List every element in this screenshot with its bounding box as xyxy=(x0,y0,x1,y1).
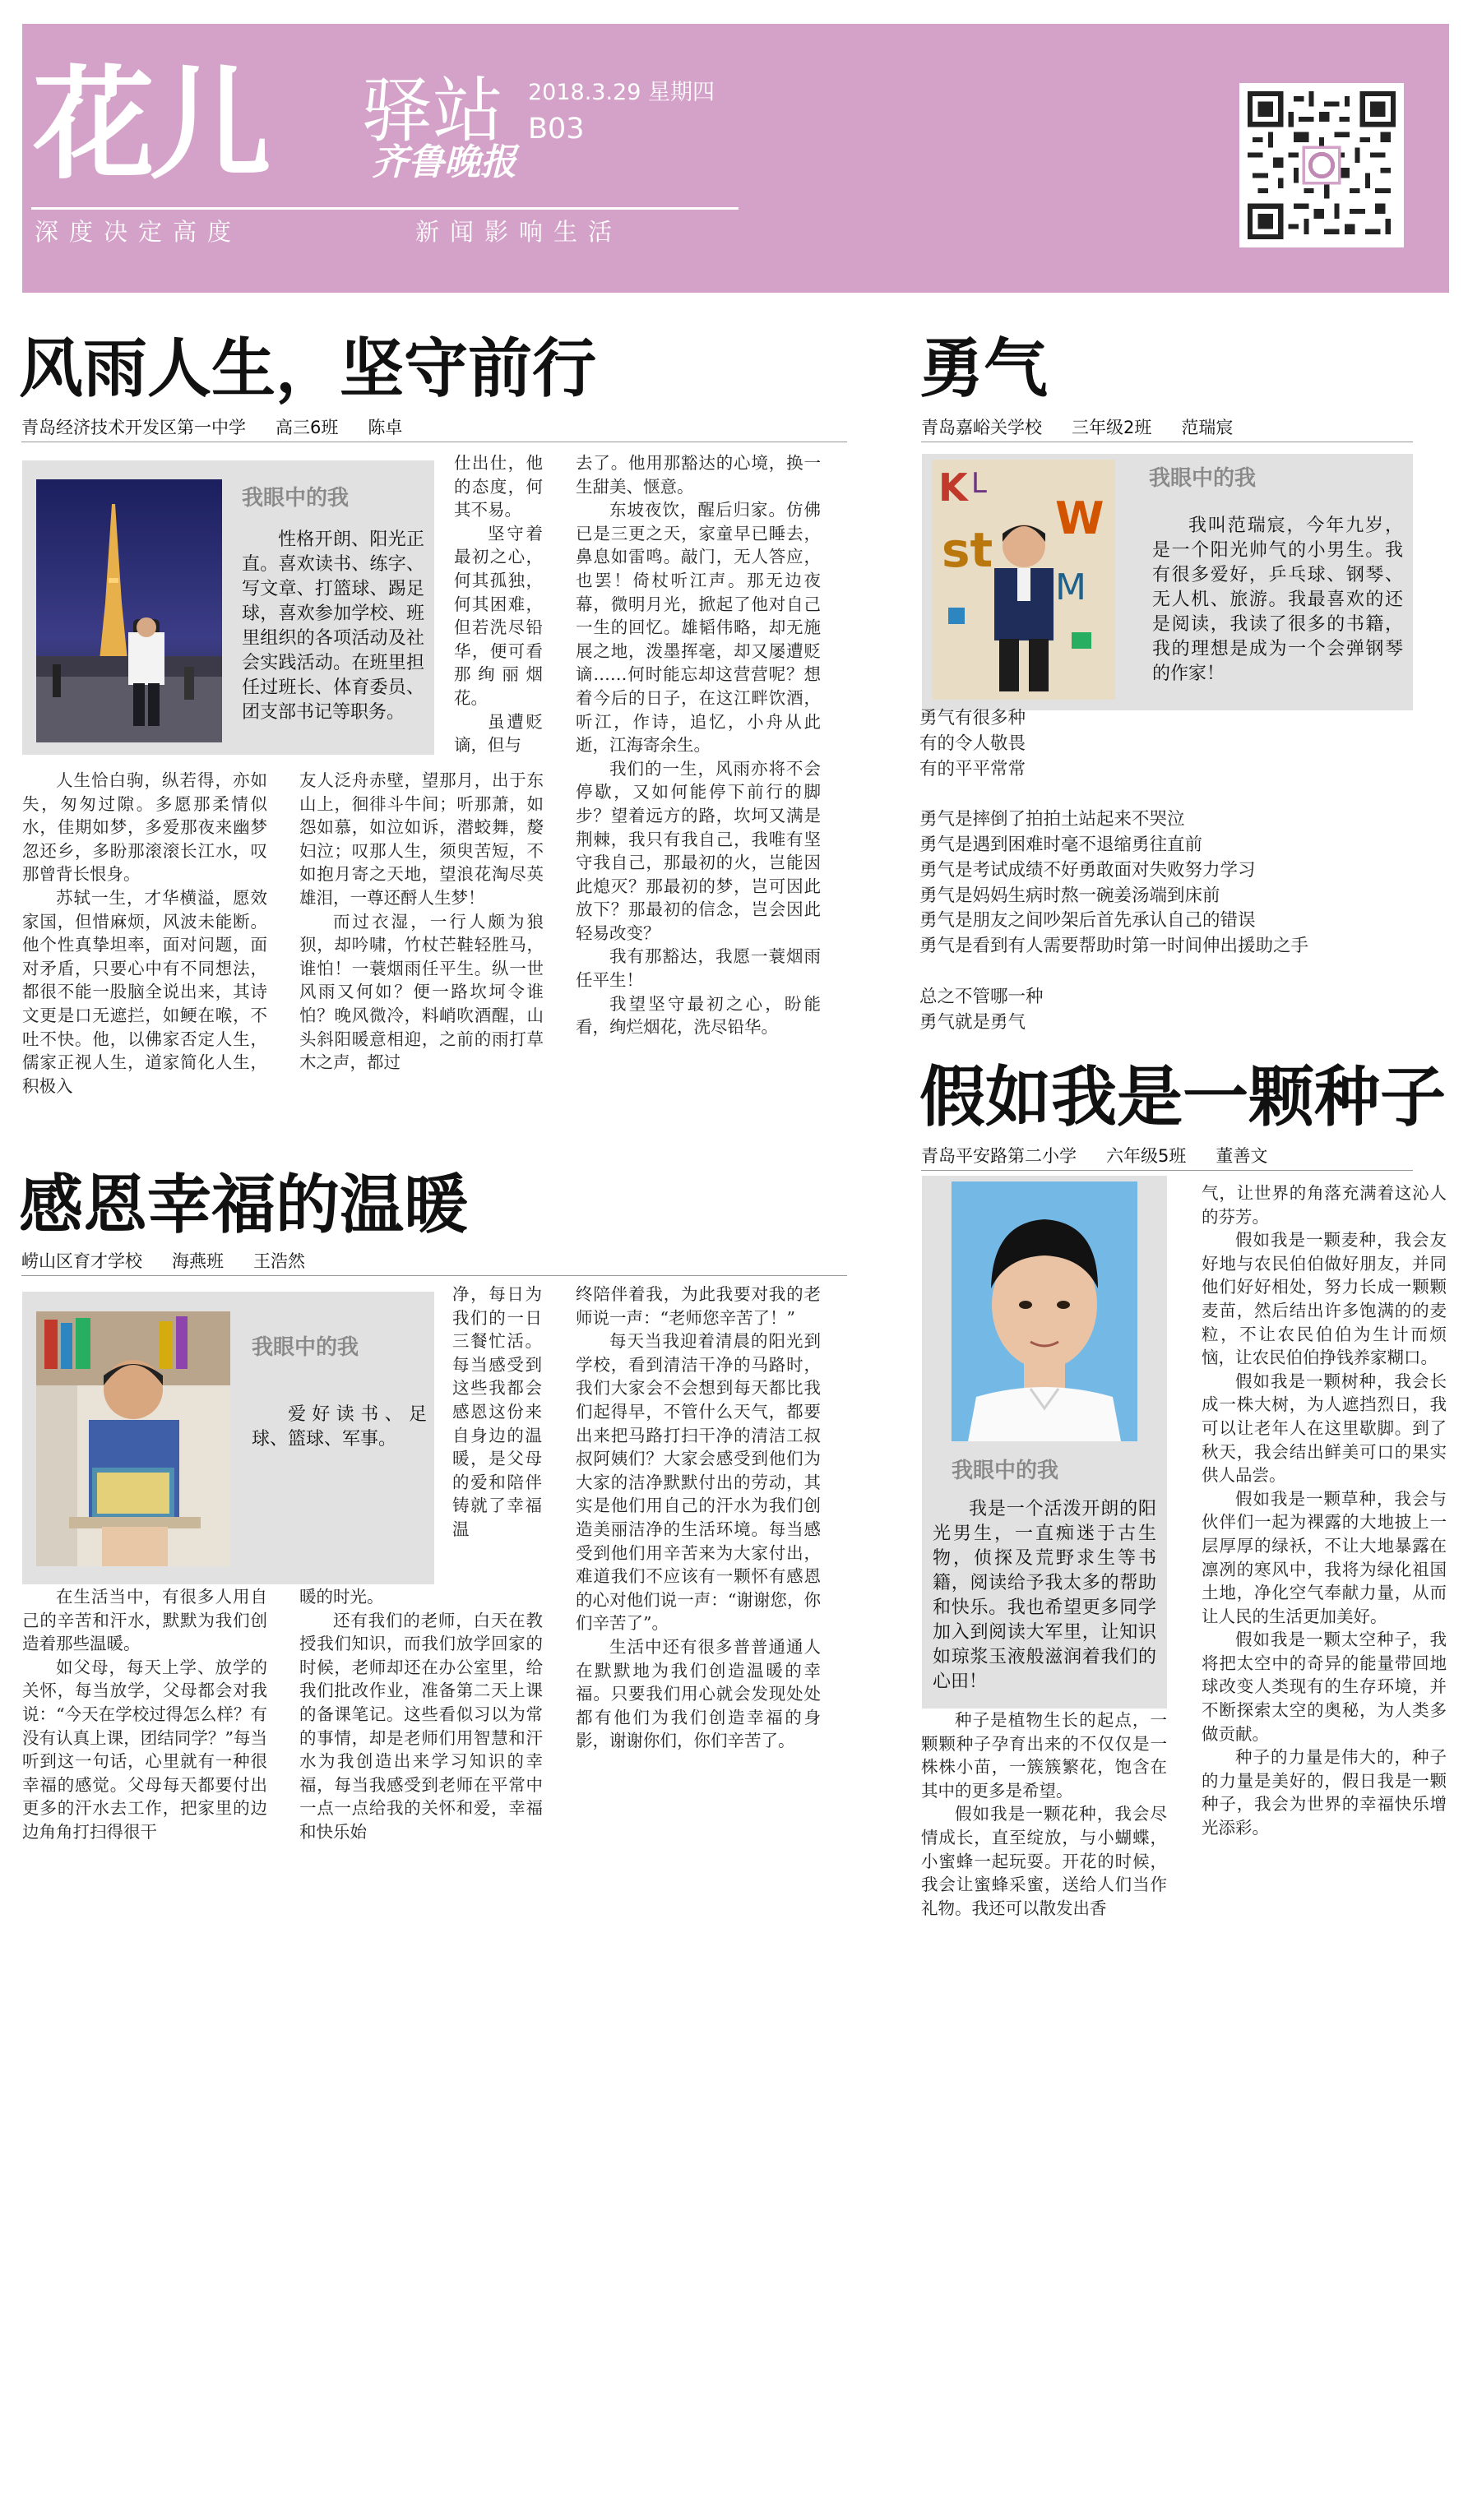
card-text-4: 我是一个活泼开朗的阳光男生，一直痴迷于古生物，侦探及荒野求生等书籍，阅读给予我太多的帮助和快乐。我也希望更多同学加入到阅读大军里，让知识如琼浆玉液般滋润着我们的心田！ xyxy=(933,1499,1156,1692)
byline-divider xyxy=(921,1170,1413,1171)
newspaper-name: 齐鲁晚报 xyxy=(372,141,516,183)
author-school: 青岛经济技术开发区第一中学 xyxy=(21,418,246,437)
author-name: 董善文 xyxy=(1216,1146,1268,1166)
card-text-2: 爱好读书、足球、篮球、军事。 xyxy=(252,1404,427,1450)
svg-text:st: st xyxy=(942,522,993,578)
author-school: 青岛平安路第二小学 xyxy=(921,1146,1077,1166)
article1-col-b-top: 仕出仕，他的态度，何其不易。 坚守着最初之心，何其孤独，何其困难，但若洗尽铅华，便可看那绚丽烟花。 虽遭贬谪，但与 xyxy=(454,453,543,756)
author-photo-2 xyxy=(36,1311,230,1566)
byline-4 xyxy=(921,1148,1297,1165)
article4-col-b: 气，让世界的角落充满着这沁人的芬芳。 假如我是一颗麦种，我会友好地与农民伯伯做好朋友，并同他们好好相处，努力长成一颗颗麦苗，然后结出许多饱满的的麦粒，不让农民伯伯为生计而烦恼，让农民伯伯挣钱养家糊口。 假如我是一颗树种，我会长成一株大树，为人遮挡烈日，我可以让老年人在这里歇脚。到了秋天，我会结出鲜美可口的果实供人品尝。 假如我是一颗草种，我会与伙伴们一起为裸露的大地披上一层厚厚的绿袄，不让大地暴露在凛冽的寒风中，我将为绿化祖国土地，净化空气奉献力量，从而让人民的生活更加美好。 假如我是一颗太空种子，我将把太空中的奇异的能量带回地球改变人类现有的生存环境，并不断探索太空的奥秘，为人类多做贡献。 种子的力量是伟大的，种子的力量是美好的，假日我是一颗种子，我会为世界的幸福快乐增光添彩。 xyxy=(1202,1183,1447,1838)
poem-body: 勇气有很多种 有的令人敬畏 有的平平常常 勇气是摔倒了拍拍土站起来不哭泣 勇气是遇到困难时毫不退缩勇往直前 勇气是考试成绩不好勇敢面对失败努力学习 勇气是妈妈生病时熬一碗姜汤端到床前 勇气是朋友之间吵架后首先承认自己的错误 勇气是看到有人需要帮助时第一时间伸出援助之手 总之不管哪一种 勇气就是勇气 xyxy=(919,708,1309,1033)
article2-col-b: 暖的时光。 还有我们的老师，白天在教授我们知识，而我们放学回家的时候，老师却还在办公室里，给我们批改作业，准备第二天上课的备课笔记。这些看似习以为常的事情，却是老师们用智慧和汗水为我创造出来学习知识的幸福，每当我感受到老师在平常中一点一点给我的关怀和爱，幸福和快乐始 xyxy=(299,1587,543,1842)
article-title-4: 假如我是一颗种子 xyxy=(919,1059,1446,1135)
slogan-left: 深度决定高度 xyxy=(35,218,243,246)
article2-col-c: 终陪伴着我，为此我要对我的老师说一声：“老师您辛苦了！” 每天当我迎着清晨的阳光到学校，看到清洁干净的马路时，我们大家会不会想到每天都比我们起得早，不管什么天气，都要出来把马路打扫干净的清洁工叔叔阿姨们？大家会感受到他们为大家的洁净默默付出的劳动，其实是他们用自己的汗水为我们创造美丽洁净的生活环境。每当感受到他们用辛苦来为大家付出，难道我们不应该有一颗怀有感恩的心对他们说一声：“谢谢您，你们辛苦了”。 生活中还有很多普普通通人在默默地为我们创造温暖的幸福。只要我们用心就会发现处处都有他们为我们创造幸福的身影，谢谢你们，你们辛苦了。 xyxy=(576,1284,821,1751)
svg-text:W: W xyxy=(1055,492,1104,544)
article-title-3: 勇气 xyxy=(919,332,1049,406)
article2-col-b-top: 净，每日为我们的一日三餐忙活。每当感受到这些我都会感恩这份来自身边的温暖，是父母的爱和陪伴铸就了幸福温 xyxy=(452,1284,542,1539)
svg-text:K: K xyxy=(938,465,968,510)
author-class: 三年级2班 xyxy=(1072,418,1152,437)
slogan-right: 新闻影响生活 xyxy=(415,218,623,246)
article1-col-a: 人生恰白驹，纵若得，亦如失，匆匆过隙。多愿那柔情似水，佳期如梦，多爱那夜来幽梦忽还乡，多盼那滚滚长江水，叹那曾背长恨身。 苏轼一生，才华横溢，愿效家国，但惜麻烦，风波未能断。他个性真挚坦率，面对问题，面对矛盾，只要心中有不同想法，都很不能一股脑全说出来，其诗文更是口无遮拦，如鲠在喉，不吐不快。他，以佛家否定人生，儒家正视人生，道家简化人生，积极入 xyxy=(22,770,267,1096)
masthead-logo: 花儿 xyxy=(33,54,266,196)
author-class: 海燕班 xyxy=(172,1251,224,1271)
article4-col-a: 种子是植物生长的起点，一颗颗种子孕育出来的不仅仅是一株株小苗，一簇簇繁花，饱含在其中的更多是希望。 假如我是一颗花种，我会尽情成长，直至绽放，与小蝴蝶，小蜜蜂一起玩耍。开花的时候，我会让蜜蜂采蜜，送给人们当作礼物。我还可以散发出香 xyxy=(921,1710,1167,1918)
card-title-2: 我眼中的我 xyxy=(252,1335,359,1360)
card-title-3: 我眼中的我 xyxy=(1149,466,1257,491)
card-title-1: 我眼中的我 xyxy=(242,486,350,511)
article-title-2: 感恩幸福的温暖 xyxy=(19,1168,469,1242)
page-number: B03 xyxy=(528,113,585,146)
byline-divider xyxy=(21,1275,847,1276)
header-divider xyxy=(31,207,739,210)
card-text-1: 性格开朗、阳光正直。喜欢读书、练字、写文章、打篮球、踢足球，喜欢参加学校、班里组织的各项活动及社会实践活动。在班里担任过班长、体育委员、团支部书记等职务。 xyxy=(242,529,424,723)
card-title-4: 我眼中的我 xyxy=(952,1459,1059,1483)
svg-text:M: M xyxy=(1055,566,1086,608)
svg-text:L: L xyxy=(971,467,987,500)
article1-col-c: 去了。他用那豁达的心境，换一生甜美、惬意。 东坡夜饮，醒后归家。仿佛已是三更之天，家童早已睡去，鼻息如雷鸣。敲门，无人答应，也罢！倚杖听江声。那无边夜幕，微明月光，掀起了他对自己一生的回忆。雄韬伟略，却无施展之地，泼墨挥毫，却又屡遭贬谪……何时能忘却这营营呢？想着今后的日子，在这江畔饮酒，听江，作诗，追忆，小舟从此逝，江海寄余生。 我们的一生，风雨亦将不会停歇，又如何能停下前行的脚步？望着远方的路，坎坷又满是荆棘，我只有我自己，我唯有坚守我自己，那最初的火，岂能因此熄灭？那最初的梦，岂可因此放下？那最初的信念，岂会因此轻易改变？ 我有那豁达，我愿一蓑烟雨任平生！ 我望坚守最初之心，盼能看，绚烂烟花，洗尽铅华。 xyxy=(576,453,821,1038)
article2-col-a: 在生活当中，有很多人用自己的辛苦和汗水，默默为我们创造着那些温暖。 如父母，每天上学、放学的关怀，每当放学，父母都会对我说：“今天在学校过得怎么样？有没有认真上课，团结同学？”每当听到这一句话，心里就有一种很幸福的感觉。父母每天都要付出更多的汗水去工作，把家里的边边角角打扫得很干 xyxy=(22,1587,267,1842)
issue-date: 2018.3.29 星期四 xyxy=(528,80,715,105)
qr-code-icon[interactable] xyxy=(1239,83,1404,247)
section-name: 驿站 xyxy=(362,70,503,152)
byline-3 xyxy=(921,419,1262,437)
author-school: 青岛嘉峪关学校 xyxy=(921,418,1042,437)
author-class: 六年级5班 xyxy=(1106,1146,1187,1166)
author-name: 陈卓 xyxy=(368,418,403,437)
article1-col-b: 友人泛舟赤壁，望那月，出于东山上，徊徘斗牛间；听那萧，如怨如慕，如泣如诉，潜蛟舞，嫠妇泣；叹那人生，须臾苦短，不如抱月寄之天地，望浪花淘尽英雄泪，一尊还酹人生梦！ 而过衣湿，一行人颇为狼狈，却吟啸，竹杖芒鞋轻胜马，谁怕！一蓑烟雨任平生。纵一世风雨又何如？便一路坎坷令谁怕？晚风微冷，料峭吹酒醒，山头斜阳暖意相迎，之前的雨打草木之声，都过 xyxy=(299,770,544,1073)
author-class: 高三6班 xyxy=(276,418,339,437)
author-name: 王浩然 xyxy=(253,1251,305,1271)
byline-2 xyxy=(21,1253,335,1270)
author-school: 崂山区育才学校 xyxy=(21,1251,142,1271)
byline-1 xyxy=(21,419,432,437)
author-name: 范瑞宸 xyxy=(1181,418,1234,437)
author-photo-4 xyxy=(952,1181,1137,1441)
article-title-1: 风雨人生，坚守前行 xyxy=(19,332,597,406)
card-text-3: 我叫范瑞宸，今年九岁，是一个阳光帅气的小男生。我有很多爱好，乒乓球、钢琴、无人机、旅游。我最喜欢的还是阅读，我读了很多的书籍，我的理想是成为一个会弹钢琴的作家！ xyxy=(1152,516,1403,684)
author-photo-1 xyxy=(36,479,222,742)
author-photo-3 xyxy=(932,460,1115,700)
